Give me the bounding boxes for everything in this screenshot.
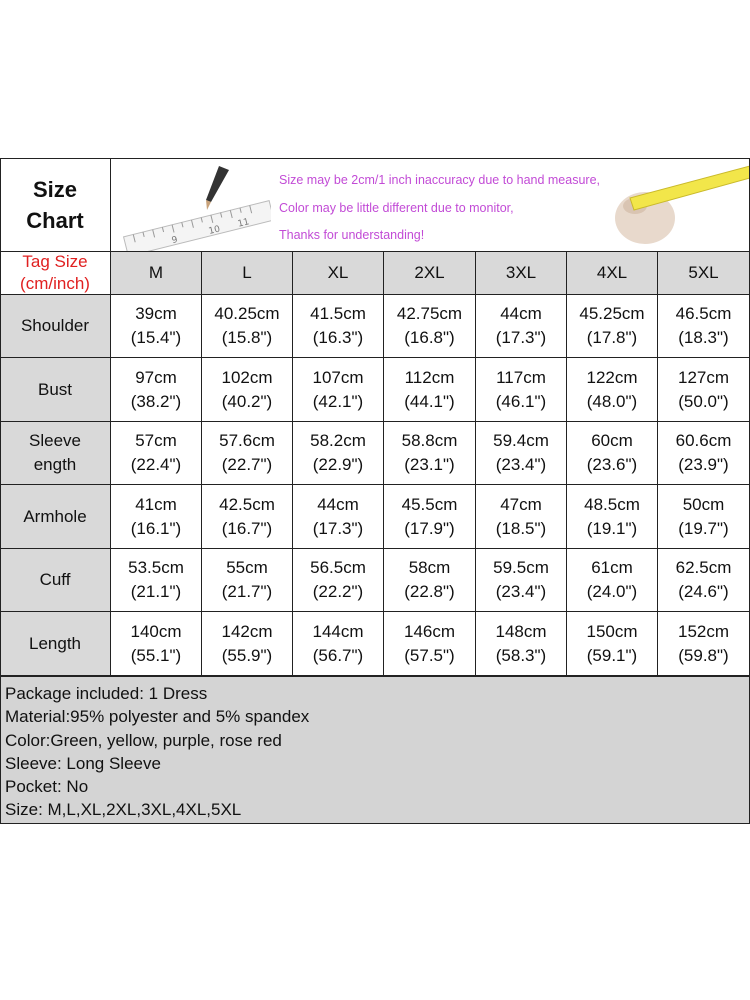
note-line-1: Size may be 2cm/1 inch inaccuracy due to hand measure, <box>279 173 601 187</box>
measurement-cm: 144cm <box>312 621 364 641</box>
measurement-cm: 42.5cm <box>219 494 275 514</box>
measurement-inch: (50.0") <box>678 391 729 411</box>
row-label-bust <box>0 358 111 422</box>
measurement-inch: (18.3") <box>678 328 729 347</box>
measurement-inch: (40.2") <box>221 391 273 411</box>
measurement-cm: 122cm <box>586 367 638 387</box>
measurement-cm: 61cm <box>591 558 633 577</box>
size-header-label: 5XL <box>688 263 719 282</box>
row-label-cuff <box>0 549 111 612</box>
measurement-cm: 146cm <box>403 621 456 641</box>
measurement-cm: 41.5cm <box>310 304 366 323</box>
measurement-inch: (38.2") <box>130 391 182 411</box>
measurement-inch: (16.1") <box>130 518 182 538</box>
row-label-shoulder <box>0 295 111 358</box>
tag-size-label-line2: (cm/inch) <box>20 274 90 293</box>
measurement-inch: (23.4") <box>495 455 547 474</box>
measurement-cm: 44cm <box>500 304 542 323</box>
row-label-text: Armhole <box>23 506 87 526</box>
measurement-inch: (21.7") <box>221 582 273 601</box>
measurement-inch: (55.9") <box>221 645 273 665</box>
row-label-text: Cuff <box>39 570 71 589</box>
measurement-inch: (18.5") <box>495 518 547 538</box>
hand-measuring-tape-icon <box>600 158 750 252</box>
measurement-cell <box>658 295 750 358</box>
size-header-label: XL <box>327 263 349 282</box>
measurement-inch: (17.9") <box>404 518 455 538</box>
size-header-label: M <box>148 263 164 282</box>
measurement-cell <box>293 612 384 676</box>
row-label-sleeve-ength <box>0 422 111 485</box>
measurement-cell <box>384 485 476 549</box>
measurement-inch: (15.8") <box>221 328 273 347</box>
ruler-number: 9 <box>170 235 179 247</box>
size-header-l <box>202 252 293 295</box>
measurement-cm: 150cm <box>586 621 638 641</box>
info-pocket: Pocket: No <box>5 777 89 797</box>
measurement-cm: 152cm <box>677 621 730 641</box>
measurement-inch: (17.3") <box>495 328 547 347</box>
measurement-cell <box>658 549 750 612</box>
ruler-number: 11 <box>236 217 251 230</box>
measurement-inch: (24.0") <box>586 582 638 601</box>
size-header-5xl <box>658 252 750 295</box>
size-header-3xl <box>476 252 567 295</box>
measurement-cell <box>111 358 202 422</box>
measurement-inch: (42.1") <box>312 391 364 411</box>
note-line-2: Color may be little different due to monitor, <box>279 201 514 215</box>
measurement-inch: (55.1") <box>130 645 182 665</box>
measurement-cm: 58.8cm <box>401 431 458 450</box>
measurement-cell <box>202 295 293 358</box>
measurement-cell <box>111 612 202 676</box>
pencil-ruler-icon <box>111 158 271 252</box>
measurement-cm: 45.25cm <box>579 304 645 323</box>
measurement-cm: 57cm <box>135 431 177 450</box>
measurement-cm: 58cm <box>408 558 451 577</box>
size-header-m <box>111 252 202 295</box>
measurement-inch: (23.4") <box>495 582 547 601</box>
measurement-inch: (22.7") <box>221 455 273 474</box>
measurement-cell <box>476 295 567 358</box>
measurement-inch: (16.7") <box>221 518 273 538</box>
measurement-cm: 39cm <box>135 304 177 323</box>
measurement-cell <box>384 422 476 485</box>
measurement-inch: (58.3") <box>495 645 547 665</box>
measurement-cell <box>384 549 476 612</box>
measurement-cm: 117cm <box>496 367 546 387</box>
size-header-label: L <box>242 263 252 282</box>
size-chart-title-line1: Size <box>32 176 78 202</box>
info-sleeve: Sleeve: Long Sleeve <box>5 753 161 773</box>
measurement-cell <box>476 549 567 612</box>
measurement-cell <box>293 358 384 422</box>
measurement-cell <box>658 612 750 676</box>
measurement-inch: (23.9") <box>678 455 729 474</box>
row-label-text: Sleeve <box>29 431 81 450</box>
tag-size-label <box>0 252 111 295</box>
size-chart-title-line2: Chart <box>26 207 84 233</box>
measurement-cm: 53.5cm <box>128 558 184 577</box>
info-size: Size: M,L,XL,2XL,3XL,4XL,5XL <box>5 800 242 820</box>
info-package: Package included: 1 Dress <box>5 684 208 703</box>
measurement-cell <box>384 295 476 358</box>
tag-size-label-line1: Tag Size <box>22 252 88 271</box>
measurement-cm: 40.25cm <box>214 304 280 323</box>
row-label-text: ength <box>33 455 77 474</box>
row-label-armhole <box>0 485 111 549</box>
header-banner <box>111 158 750 252</box>
measurement-cm: 60cm <box>591 431 633 450</box>
measurement-cm: 127cm <box>677 367 730 387</box>
measurement-cm: 42.75cm <box>396 304 463 323</box>
size-header-xl <box>293 252 384 295</box>
measurement-cm: 47cm <box>500 494 542 514</box>
measurement-cm: 41cm <box>135 494 177 514</box>
ruler-number: 10 <box>207 224 222 237</box>
row-label-text: Length <box>29 633 81 653</box>
measurement-inch: (23.6") <box>586 455 638 474</box>
measurement-cell <box>567 422 658 485</box>
measurement-inch: (19.1") <box>586 518 638 538</box>
size-header-label: 4XL <box>596 263 628 282</box>
measurement-cell <box>476 358 567 422</box>
measurement-cm: 50cm <box>682 494 725 514</box>
measurement-inch: (17.3") <box>312 518 364 538</box>
measurement-inch: (16.3") <box>312 328 364 347</box>
measurement-cm: 62.5cm <box>675 558 732 577</box>
measurement-inch: (56.7") <box>312 645 364 665</box>
measurement-cell <box>111 549 202 612</box>
measurement-cm: 148cm <box>495 621 547 641</box>
measurement-cm: 60.6cm <box>675 431 732 450</box>
measurement-cell <box>111 295 202 358</box>
info-material: Material:95% polyester and 5% spandex <box>5 707 310 727</box>
measurement-cm: 112cm <box>404 367 455 387</box>
measurement-inch: (46.1") <box>495 391 547 411</box>
measurement-cm: 58.2cm <box>310 431 366 450</box>
measurement-inch: (15.4") <box>130 328 182 347</box>
measurement-cell <box>293 549 384 612</box>
measurement-cell <box>384 612 476 676</box>
measurement-inch: (17.8") <box>586 328 638 347</box>
measurement-inch: (19.7") <box>678 518 729 538</box>
measurement-cell <box>293 422 384 485</box>
measurement-cm: 59.5cm <box>493 558 549 577</box>
measurement-cm: 46.5cm <box>675 304 732 323</box>
measurement-cm: 57.6cm <box>219 431 275 450</box>
size-header-4xl <box>567 252 658 295</box>
measurement-cell <box>111 485 202 549</box>
measurement-cell <box>567 612 658 676</box>
measurement-inch: (57.5") <box>404 645 455 665</box>
measurement-inch: (22.8") <box>404 582 455 601</box>
measurement-cell <box>476 612 567 676</box>
measurement-cell <box>567 358 658 422</box>
measurement-cm: 44cm <box>317 494 359 514</box>
measurement-cell <box>202 549 293 612</box>
size-header-label: 2XL <box>414 263 445 282</box>
measurement-inch: (24.6") <box>678 582 729 601</box>
measurement-inch: (23.1") <box>404 455 455 474</box>
measurement-cell <box>658 422 750 485</box>
measurement-inch: (21.1") <box>130 582 182 601</box>
measurement-cm: 102cm <box>221 367 273 387</box>
measurement-cm: 59.4cm <box>493 431 549 450</box>
measurement-cell <box>202 422 293 485</box>
measurement-cell <box>658 485 750 549</box>
measurement-inch: (44.1") <box>404 391 455 411</box>
measurement-inch: (22.2") <box>312 582 364 601</box>
measurement-cm: 97cm <box>135 367 177 387</box>
measurement-cm: 142cm <box>221 621 273 641</box>
measurement-cell <box>567 485 658 549</box>
measurement-cell <box>293 295 384 358</box>
measurement-cell <box>476 422 567 485</box>
measurement-cm: 56.5cm <box>310 558 366 577</box>
row-label-text: Shoulder <box>20 316 90 335</box>
measurement-inch: (59.8") <box>678 645 729 665</box>
measurement-cm: 55cm <box>226 558 268 577</box>
measurement-inch: (16.8") <box>404 328 455 347</box>
measurement-cm: 107cm <box>312 367 364 387</box>
measurement-cm: 48.5cm <box>584 494 640 514</box>
measurement-inch: (48.0") <box>586 391 638 411</box>
measurement-inch: (22.4") <box>130 455 182 474</box>
measurement-cell <box>476 485 567 549</box>
measurement-cell <box>567 295 658 358</box>
size-header-label: 3XL <box>505 263 537 282</box>
measurement-cell <box>111 422 202 485</box>
info-color: Color:Green, yellow, purple, rose red <box>5 730 282 750</box>
product-info-box <box>0 676 750 824</box>
row-label-text: Bust <box>37 379 73 399</box>
measurement-cell <box>202 358 293 422</box>
measurement-cell <box>202 485 293 549</box>
measurement-cm: 140cm <box>130 621 182 641</box>
size-chart-title <box>0 158 111 252</box>
measurement-cell <box>658 358 750 422</box>
measurement-inch: (59.1") <box>586 645 638 665</box>
measurement-cell <box>567 549 658 612</box>
measurement-inch: (22.9") <box>312 455 364 474</box>
measurement-cell <box>202 612 293 676</box>
size-header-2xl <box>384 252 476 295</box>
row-label-length <box>0 612 111 676</box>
measurement-cell <box>293 485 384 549</box>
measurement-cell <box>384 358 476 422</box>
measurement-cm: 45.5cm <box>401 494 458 514</box>
note-line-3: Thanks for understanding! <box>279 228 425 242</box>
